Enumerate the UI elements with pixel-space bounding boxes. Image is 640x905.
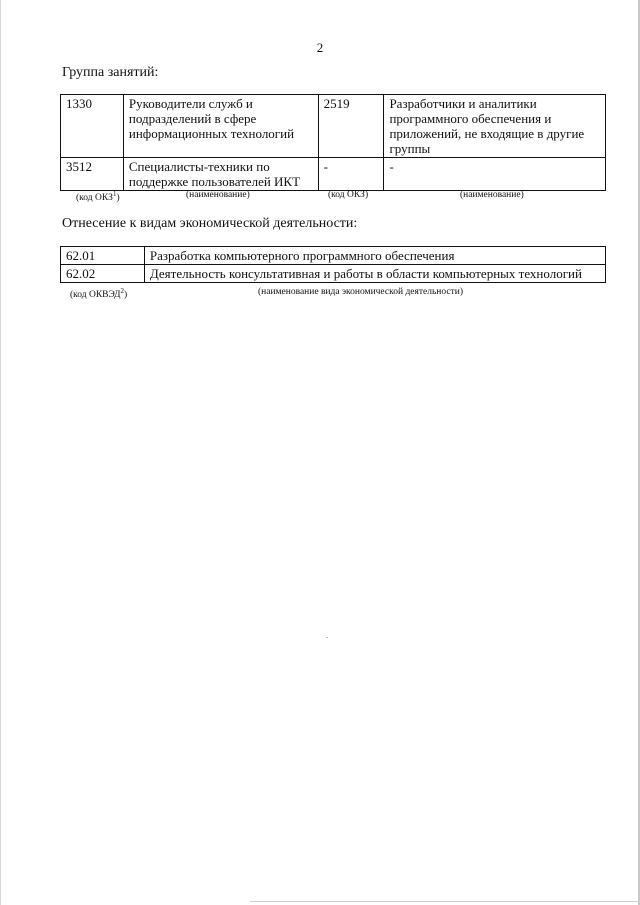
okz-code-caption: (код ОКЗ): [328, 190, 369, 200]
okved-code-cell: 62.02: [61, 265, 145, 283]
table-row: [61, 265, 606, 283]
occupation-groups-table: [60, 94, 606, 191]
footnote-marker: 1: [112, 190, 117, 198]
caption-text: (код ОКВЭД: [70, 290, 121, 301]
name-caption: (наименование): [460, 190, 524, 200]
okved-code-cell: 62.01: [61, 247, 145, 265]
name-caption: (наименование): [186, 190, 250, 200]
economic-activity-table: [60, 246, 606, 283]
activity-name-cell: Деятельность консультативная и работы в области компьютерных технологий: [144, 265, 605, 283]
caption-text: ): [123, 290, 128, 301]
occupation-name-cell: Специалисты-техники по поддержке пользователей ИКТ: [123, 158, 318, 191]
table-row: [61, 247, 606, 265]
occupation-name-cell: Руководители служб и подразделений в сфере информационных технологий: [123, 95, 318, 158]
occupation-name-cell: -: [384, 158, 606, 191]
footnote-marker: 2: [120, 287, 124, 295]
occupation-groups-heading: Группа занятий:: [62, 65, 159, 80]
caption-text: ): [116, 193, 120, 204]
okved-code-caption: [70, 287, 127, 300]
scan-artifact: [326, 637, 328, 638]
economic-activity-heading: Отнесение к видам экономической деятельности:: [62, 216, 358, 231]
okz-code-cell: 3512: [61, 158, 124, 191]
occupation-name-cell: Разработчики и аналитики программного обеспечения и приложений, не входящие в другие группы: [384, 95, 606, 158]
okz-code-caption: [76, 190, 120, 203]
activity-name-cell: Разработка компьютерного программного обеспечения: [144, 247, 605, 265]
okz-code-cell: -: [318, 158, 384, 191]
table-row: [61, 95, 606, 158]
okz-code-cell: 1330: [61, 95, 124, 158]
scan-artifact: [250, 901, 640, 902]
page-number: 2: [316, 40, 324, 55]
page-edge-left: [0, 0, 1, 905]
caption-text: (код ОКЗ: [76, 193, 113, 204]
table-row: [61, 158, 606, 191]
activity-name-caption: (наименование вида экономической деятельности): [258, 287, 463, 297]
okz-code-cell: 2519: [318, 95, 384, 158]
